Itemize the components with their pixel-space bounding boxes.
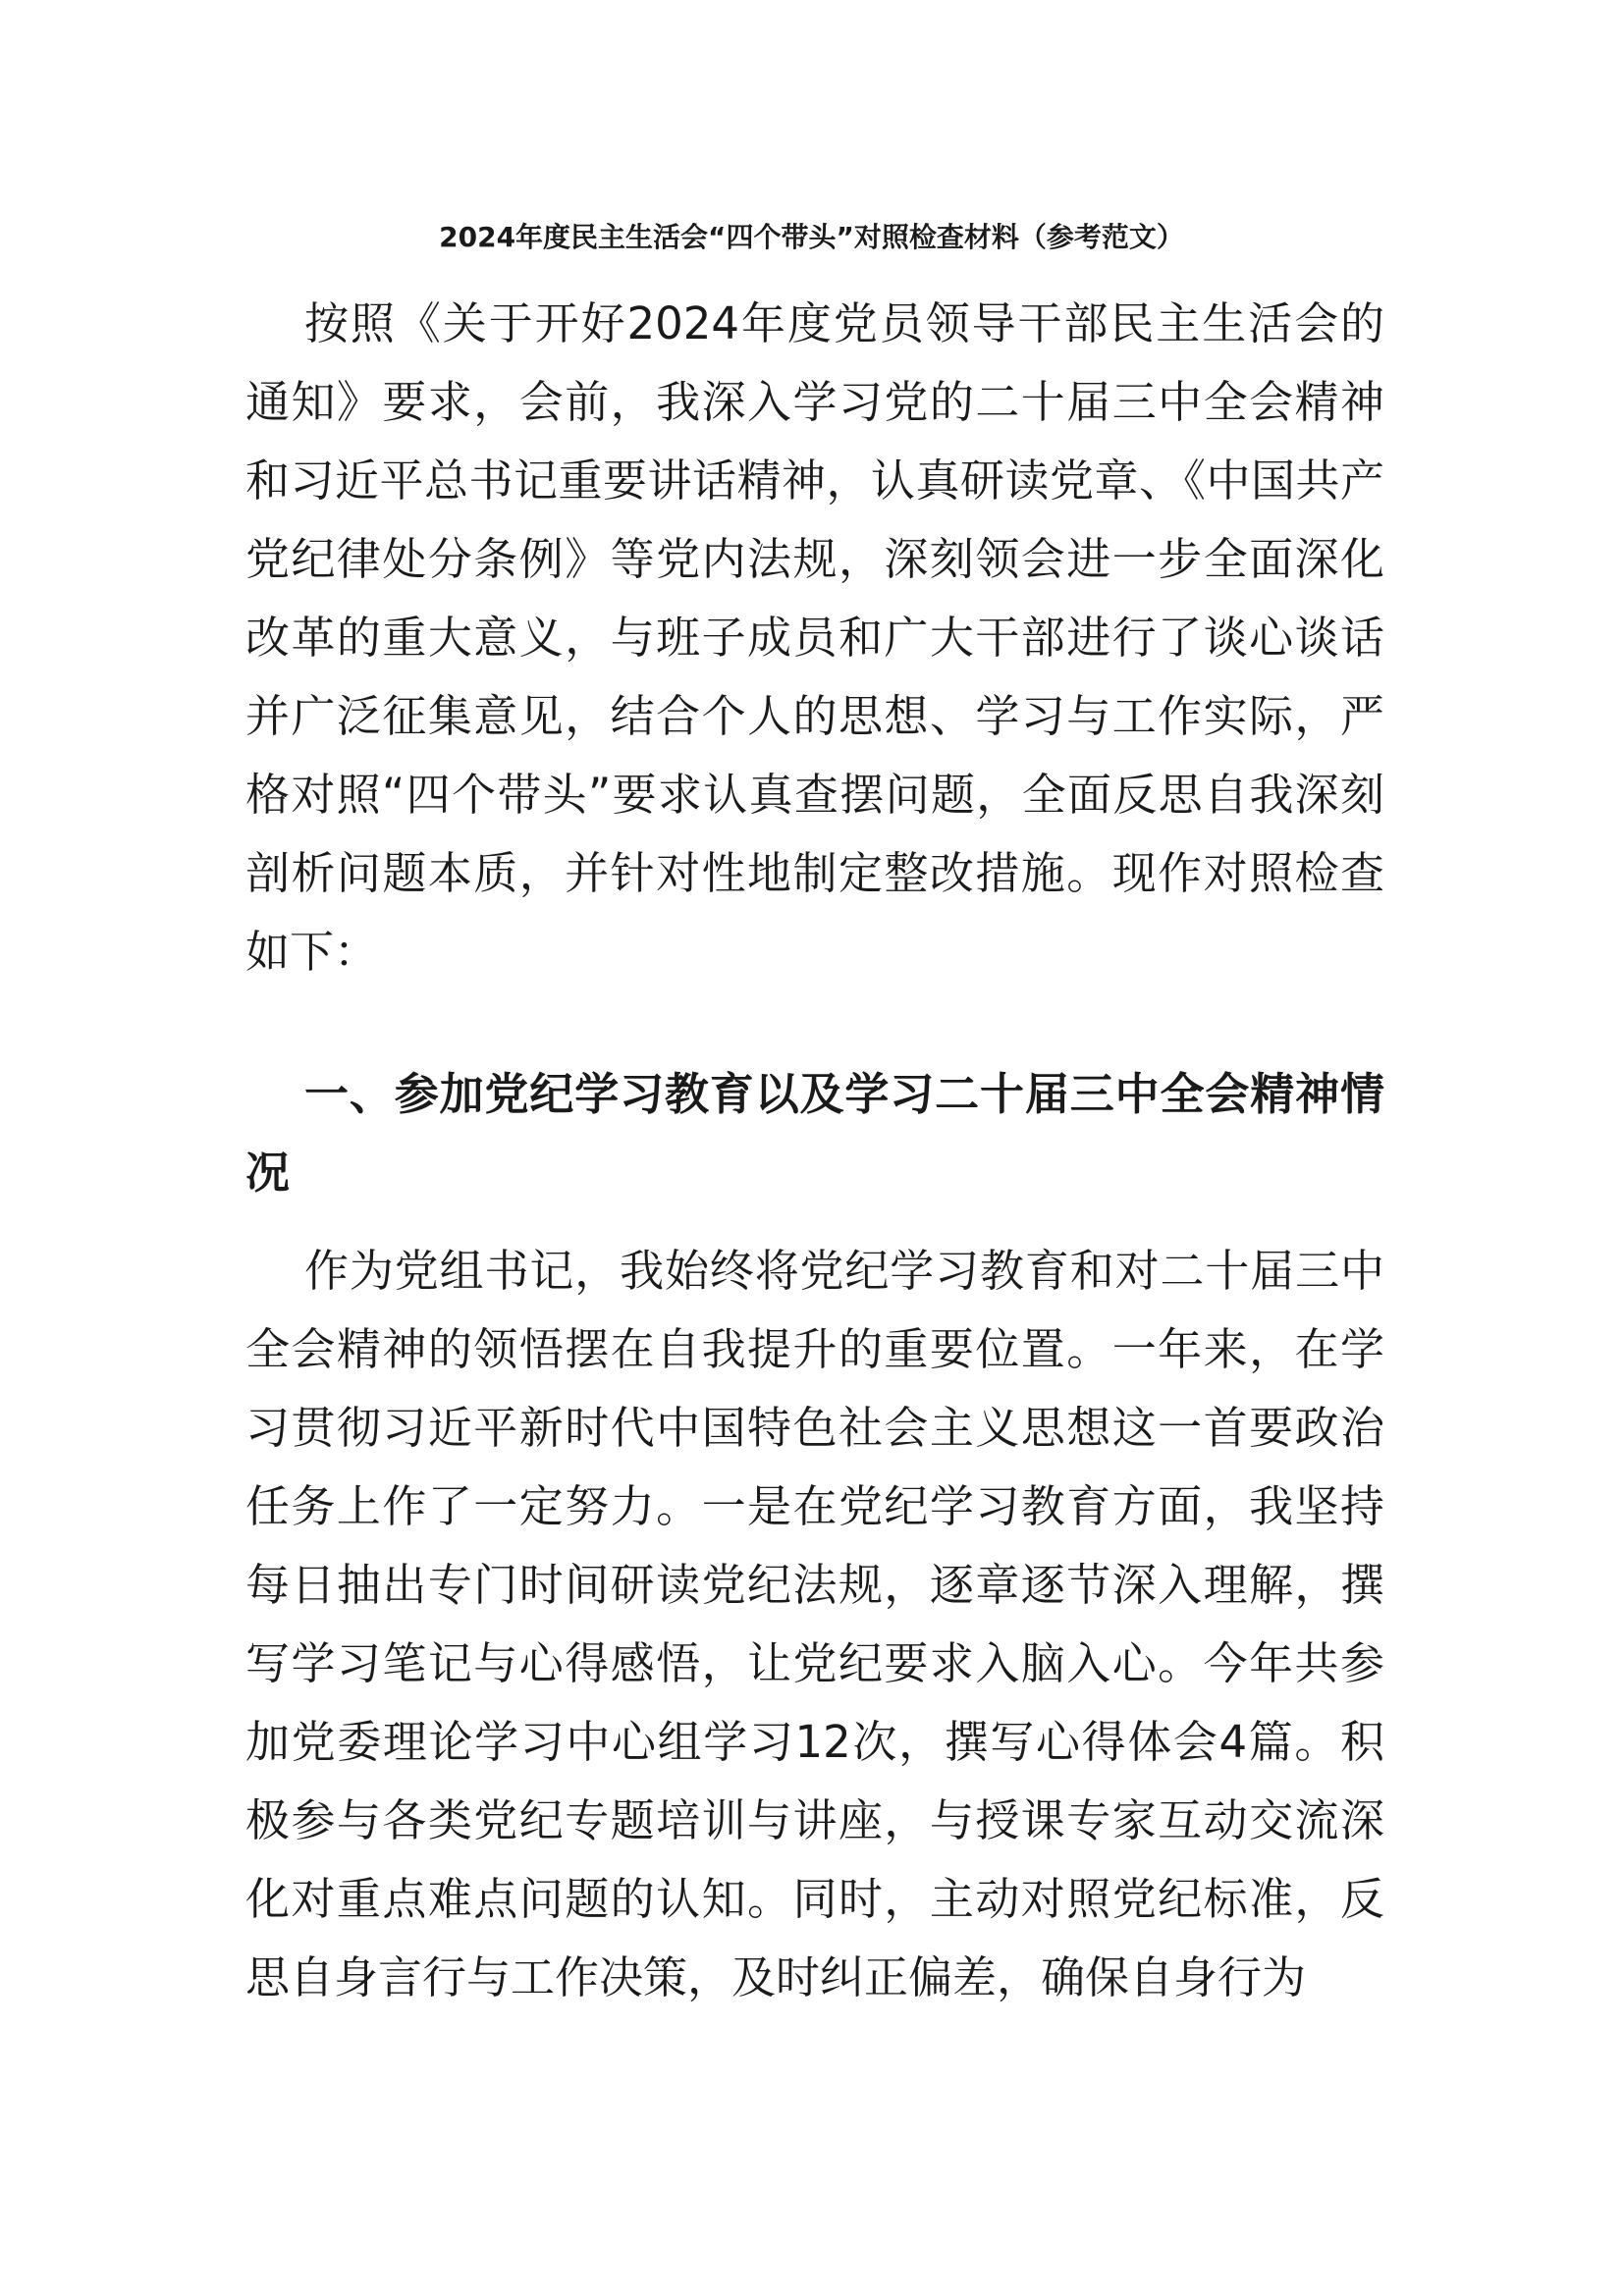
document-title: 2024年度民主生活会“四个带头”对照检查材料（参考范文） <box>439 221 1184 253</box>
section-1-heading: 一、参加党纪学习教育以及学习二十届三中全会精神情况 <box>245 1068 1384 1199</box>
intro-paragraph: 按照《关于开好2024年度党员领导干部民主生活会的通知》要求，会前，我深入学习党的二十届三中全会精神和习近平总书记重要讲话精神，认真研读党章、《中国共产党纪律处分条例》等党内法规，深刻领会进一步全面深化改革的重大意义，与班子成员和广大干部进行了谈心谈话并广泛征集意见，结合个人的思想、学习与工作实际，严格对照“四个带头”要求认真查摆问题，全面反思自我深刻剖析问题本质，并针对性地制定整改措施。现作对照检查如下： <box>245 297 1384 978</box>
section-1-paragraph: 作为党组书记，我始终将党纪学习教育和对二十届三中全会精神的领悟摆在自我提升的重要位置。一年来，在学习贯彻习近平新时代中国特色社会主义思想这一首要政治任务上作了一定努力。一是在党纪学习教育方面，我坚持每日抽出专门时间研读党纪法规，逐章逐节深入理解，撰写学习笔记与心得感悟，让党纪要求入脑入心。今年共参加党委理论学习中心组学习12次，撰写心得体会4篇。积极参与各类党纪专题培训与讲座，与授课专家互动交流深化对重点难点问题的认知。同时，主动对照党纪标准，反思自身言行与工作决策，及时纠正偏差，确保自身行为 <box>245 1245 1384 2003</box>
